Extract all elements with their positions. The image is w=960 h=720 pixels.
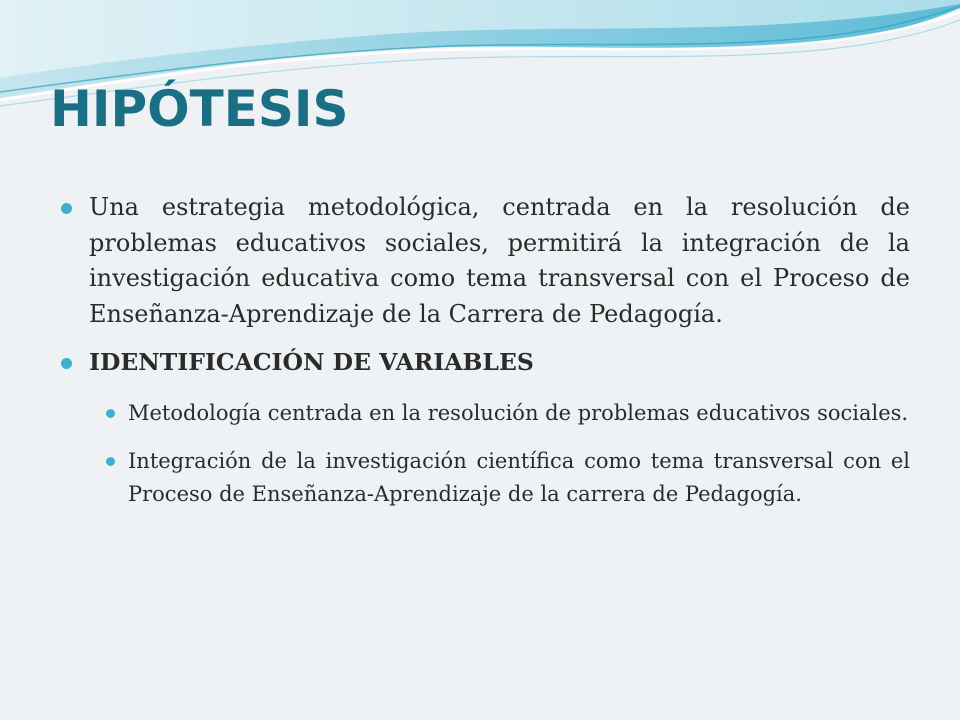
bullet-text: Una estrategia metodológica, centrada en la resolución de problemas educativos sociales, permitirá la integración de la investigación educativa como tema transversal con el Proceso de Enseñanza-Aprendizaje de la Carrera de Pedagogía. [89, 193, 910, 328]
sub-bullet-text: Integración de la investigación científica como tema transversal con el Proceso de Enseñanza-Aprendizaje de la carrera de Pedagogía. [128, 448, 910, 506]
sub-bullet-text: Metodología centrada en la resolución de problemas educativos sociales. [128, 400, 909, 425]
slide-title: HIPÓTESIS [50, 80, 349, 138]
slide-content [60, 190, 910, 526]
sub-bullet-dot-icon [106, 409, 115, 418]
bullet-text: IDENTIFICACIÓN DE VARIABLES [89, 348, 534, 376]
sub-bullet-dot-icon [106, 457, 115, 466]
bullet-dot-icon [61, 203, 72, 214]
sub-bullet-variable-2 [106, 445, 910, 511]
bullet-dot-icon [61, 358, 72, 369]
bullet-hypothesis [60, 190, 910, 332]
sub-bullet-variable-1 [106, 397, 910, 430]
variables-sublist [106, 397, 910, 511]
bullet-variables-heading [60, 345, 910, 381]
